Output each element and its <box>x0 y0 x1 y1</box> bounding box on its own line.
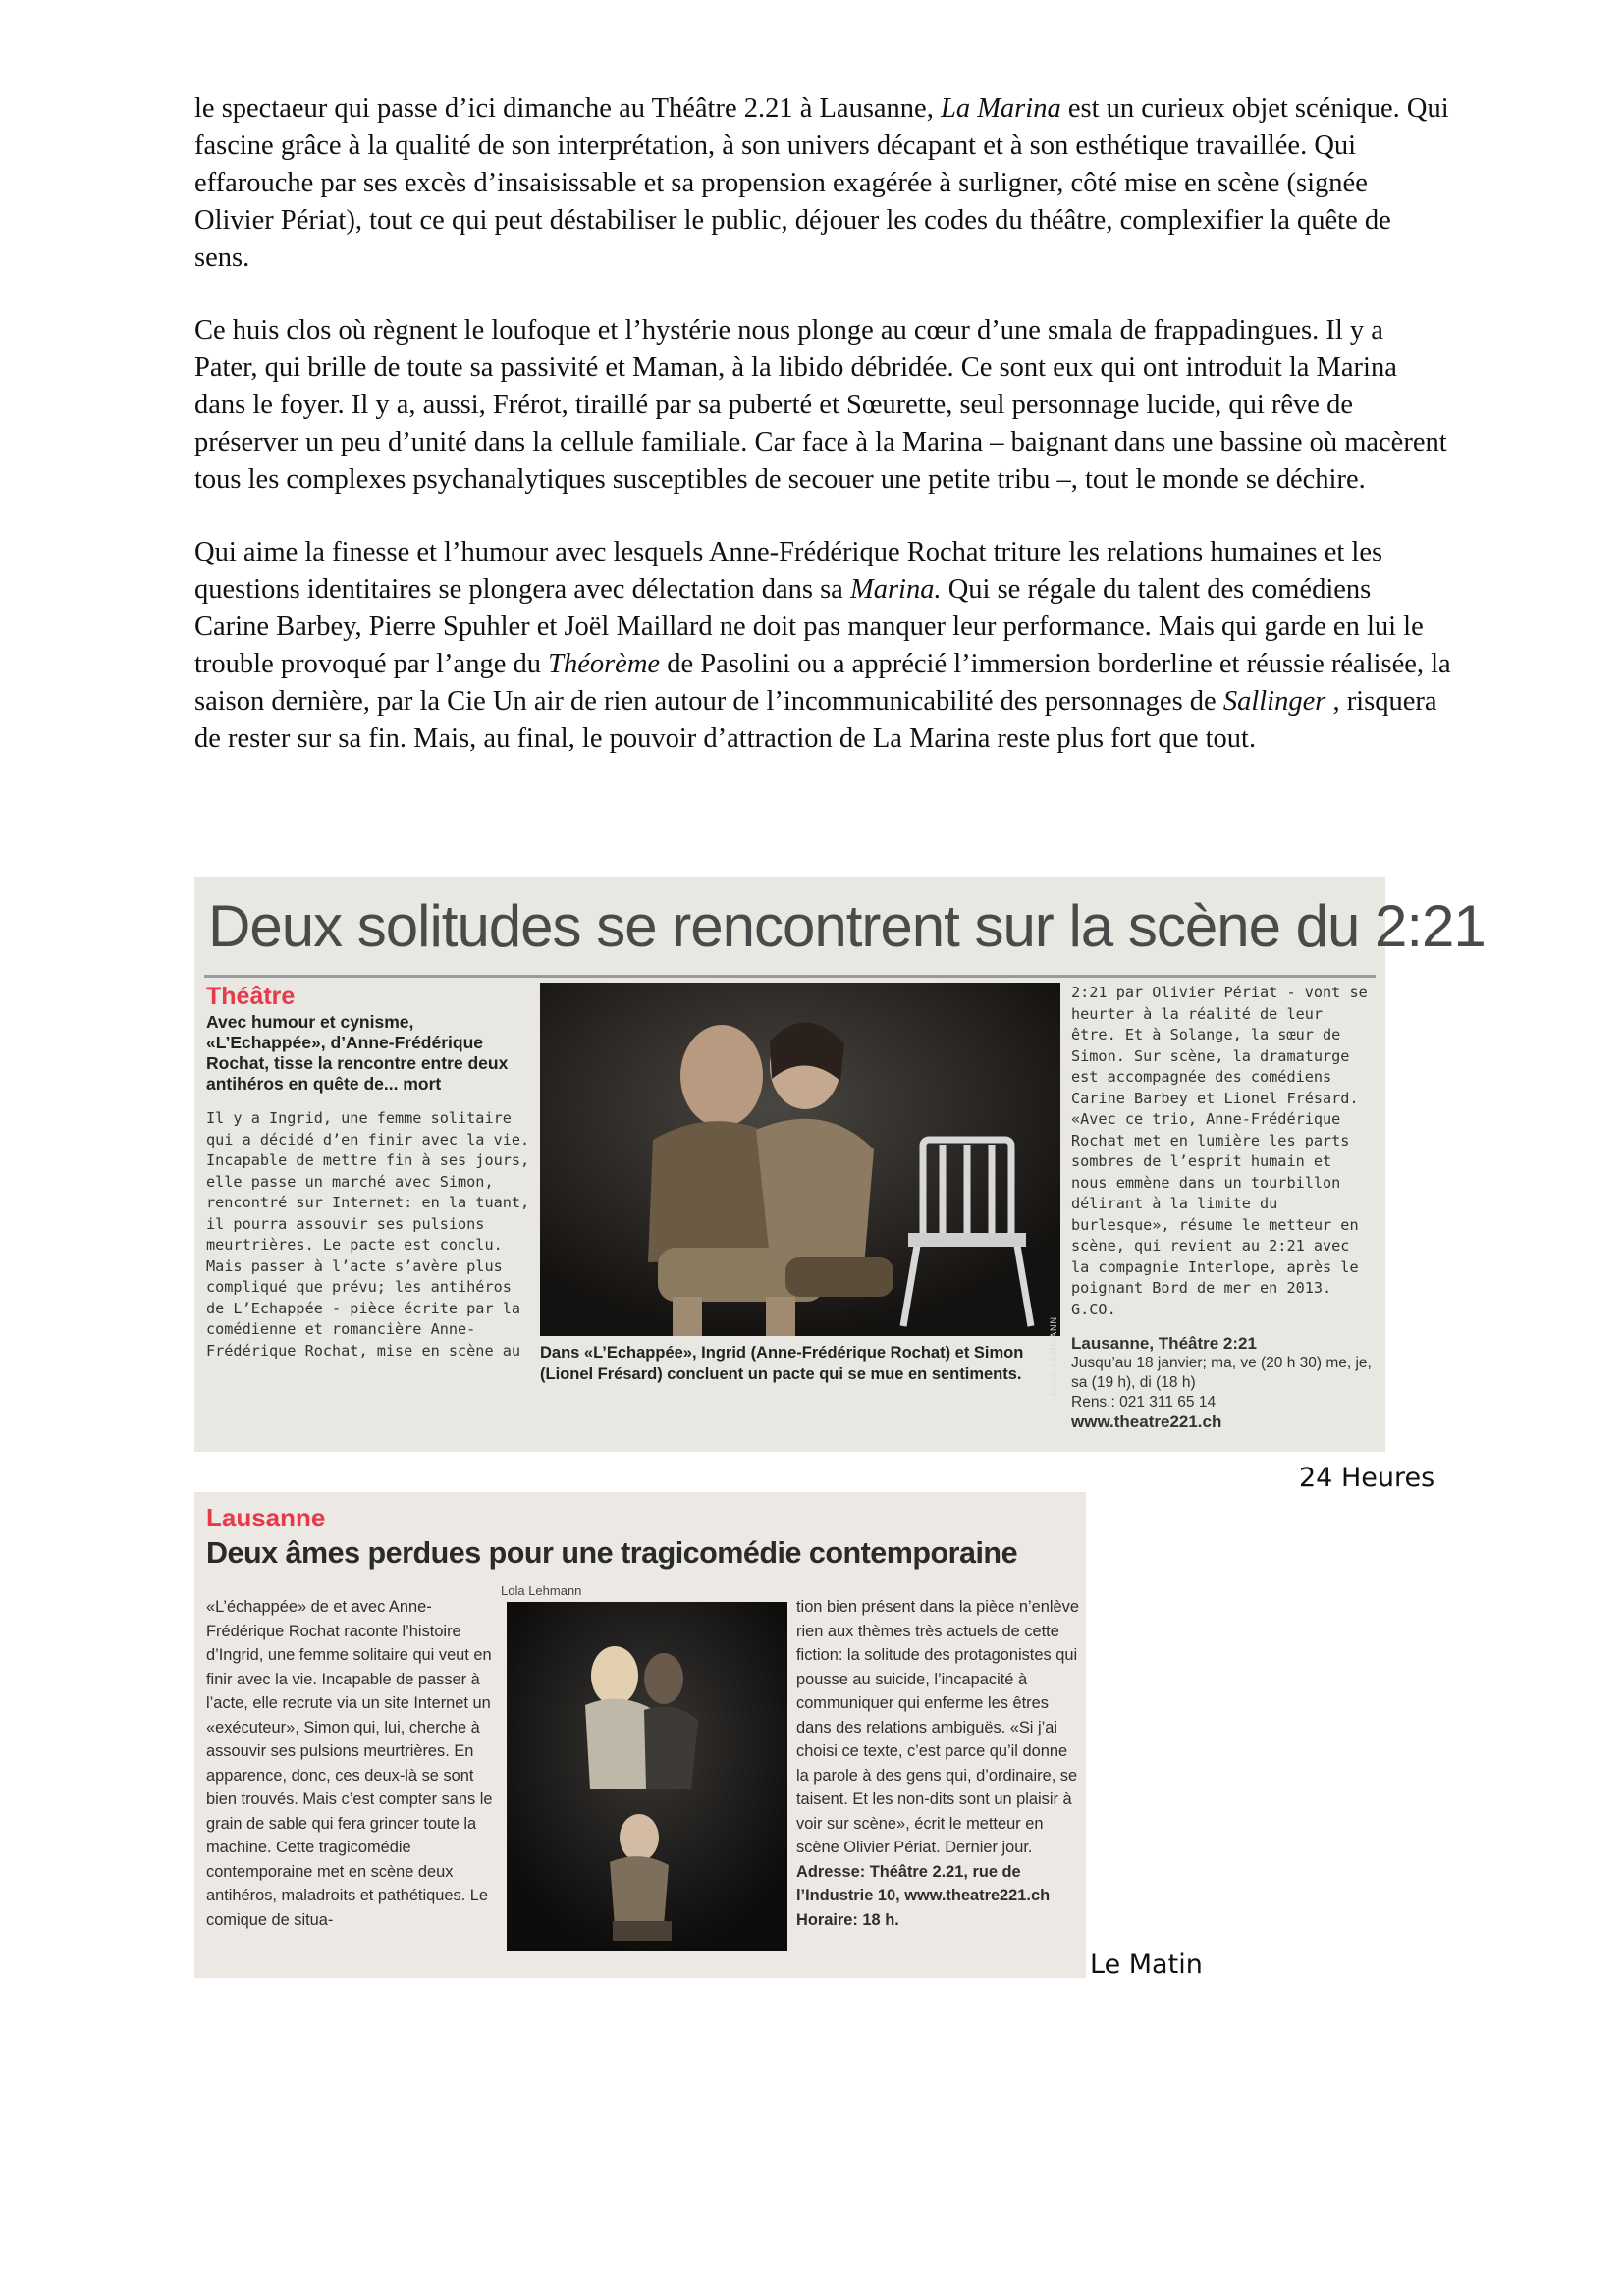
clipping-body-left: Il y a Ingrid, une femme solitaire qui a décidé d’en finir avec la vie. Incapable de mettre fin à ses jours, elle passe un marché avec Simon, rencontré sur Internet: en la tuant, il pourra assouvir ses pulsions meurtrières. Le pacte est conclu. Mais passer à l’acte s’avère plus compliqué que prévu; les antihéros de L’Echappée - pièce écrite par la comédienne et romancière Anne-Frédérique Rochat, mise en scène au <box>206 1109 530 1360</box>
newspaper-clipping-24-heures <box>194 877 1486 1452</box>
photo-credit: Lola Lehmann <box>501 1583 582 1598</box>
photo-caption: Dans «L’Echappée», Ingrid (Anne-Frédérique Rochat) et Simon (Lionel Frésard) concluent un pacte qui se mue en sentiments. <box>540 1344 1024 1383</box>
paragraph-1: le spectaeur qui passe d’ici dimanche au Théâtre 2.21 à Lausanne, La Marina est un curieux objet scénique. Qui fascine grâce à la qualité de son interprétation, à son univers décapant et à son esthétique travaillée. Qui effarouche par ses excès d’insaisissable et sa propension exagérée à surligner, côté mise en scène (signée Olivier Périat), tout ce qui peut déstabiliser le public, déjouer les codes du théâtre, complexifier la quête de sens. <box>194 93 1449 273</box>
paragraph-2: Ce huis clos où règnent le loufoque et l’hystérie nous plonge au cœur d’une smala de frappadingues. Il y a Pater, qui brille de toute sa passivité et Maman, à la libido débridée. Ce sont eux qui ont introduit la Marina dans le foyer. Il y a, aussi, Frérot, tiraillé par sa puberté et Sœurette, seul personnage lucide, qui rêve de préserver un peu d’unité dans la cellule familiale. Car face à la Marina – baignant dans une bassine où macèrent tous les complexes psychanalytiques susceptibles de secouer une petite tribu –, tout le monde se déchire. <box>194 315 1447 495</box>
clipping-right-column <box>1071 983 1376 1432</box>
stage-photo-illustration <box>540 983 1060 1336</box>
event-dates: Jusqu’au 18 janvier; ma, ve (20 h 30) me, je, sa (19 h), di (18 h) <box>1071 1355 1372 1391</box>
event-website: www.theatre221.ch <box>1071 1413 1222 1431</box>
paragraph-3: Qui aime la finesse et l’humour avec lesquels Anne-Frédérique Rochat triture les relations humaines et les questions identitaires se plongera avec délectation dans sa Marina. Qui se régale du talent des comédiens Carine Barbey, Pierre Spuhler et Joël Maillard ne doit pas manquer leur performance. Mais qui garde en lui le trouble provoqué par l’ange du Théorème de Pasolini ou a apprécié l’immersion borderline et réussie réalisée, la saison dernière, par la Cie Un air de rien autour de l’incommunicabilité des personnages de Sallinger , risquera de rester sur sa fin. Mais, au final, le pouvoir d’attraction de La Marina reste plus fort que tout. <box>194 537 1451 754</box>
source-label-24-heures: 24 Heures <box>1299 1463 1435 1493</box>
source-label-le-matin: Le Matin <box>1090 1949 1203 1980</box>
stage-photo <box>507 1602 787 1951</box>
review-text <box>194 90 1451 793</box>
event-place: Lausanne, Théâtre 2:21 <box>1071 1334 1257 1353</box>
photo-credit: LOLA LEHMANN <box>1049 1316 1058 1397</box>
clipping-body-right: 2:21 par Olivier Périat - vont se heurter à la réalité de leur être. Et à Solange, la sœur de Simon. Sur scène, la dramaturge est accompagnée des comédiens Carine Barbey et Lionel Frésard. «Avec ce trio, Anne-Frédérique Rochat met en lumière les parts sombres de l’esprit humain et nous emmène dans un tourbillon délirant à la limite du burlesque», résume le metteur en scène, qui revient au 2:21 avec la compagnie Interlope, après le poignant Bord de mer en 2013. G.CO. <box>1071 984 1368 1318</box>
clipping-body-left: «L’échappée» de et avec Anne-Frédérique Rochat raconte l’histoire d’Ingrid, une femme solitaire qui veut en finir avec la vie. Incapable de passer à l’acte, elle recrute via un site Internet un «exécuteur», Simon qui, lui, cherche à assouvir ses pulsions meurtrières. En apparence, donc, ces deux-là se sont bien trouvés. Mais c’est compter sans le grain de sable qui fera grincer toute la machine. Cette tragicomédie contemporaine met en scène deux antihéros, maladroits et pathétiques. Le comique de situa- <box>206 1598 493 1929</box>
event-info <box>1071 1334 1376 1432</box>
section-kicker: Théâtre <box>206 983 296 1010</box>
clipping-body-right: tion bien présent dans la pièce n’enlève rien aux thèmes très actuels de cette fiction: la solitude des protagonistes qui pousse au suicide, l’incapacité à communiquer qui enferme les êtres dans des relations ambiguës. «Si j’ai choisi ce texte, c’est parce qu’il donne la parole à des gens qui, d’ordinaire, se taisent. Et les non-dits sont un plaisir à voir sur scène», écrit le metteur en scène Olivier Périat. Dernier jour. Adresse: Théâtre 2.21, rue de l’Industrie 10, www.theatre221.ch Horaire: 18 h. <box>796 1595 1081 1932</box>
clipping-headline: Deux âmes perdues pour une tragicomédie contemporaine <box>206 1536 1018 1570</box>
event-info: Adresse: Théâtre 2.21, rue de l’Industrie 10, www.theatre221.ch Horaire: 18 h. <box>796 1862 1051 1929</box>
section-kicker: Lausanne <box>206 1503 326 1532</box>
title-la-marina: La Marina <box>940 93 1061 124</box>
divider <box>204 975 1376 978</box>
clipping-left-column <box>206 983 535 1362</box>
stage-photo-illustration <box>507 1602 787 1951</box>
event-phone: Rens.: 021 311 65 14 <box>1071 1394 1217 1411</box>
clipping-deck: Avec humour et cynisme, «L’Echappée», d’Anne-Frédérique Rochat, tisse la rencontre entre deux antihéros en quête de... mort <box>206 1012 509 1094</box>
newspaper-clipping-le-matin <box>194 1492 1086 1978</box>
clipping-headline: Deux solitudes se rencontrent sur la scène du 2:21 <box>208 893 1486 959</box>
